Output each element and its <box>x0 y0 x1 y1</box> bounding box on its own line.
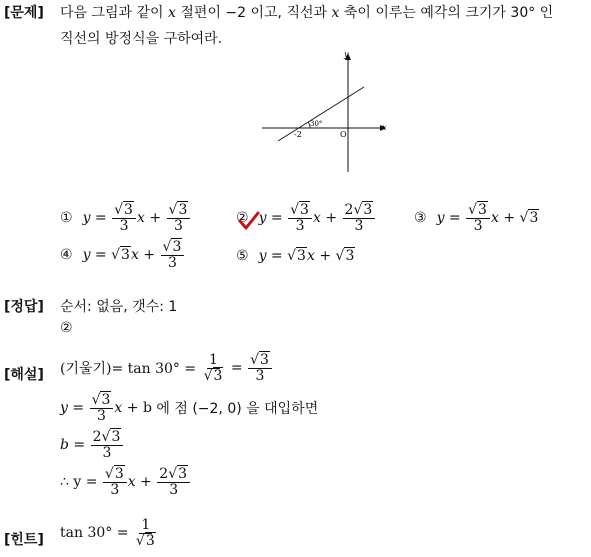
solution-line-3-prefix: b = <box>60 437 86 454</box>
problem-label: [문제] <box>4 5 44 21</box>
solution-line-4-prefix: ∴ y = <box>60 474 98 491</box>
option-4[interactable]: ④ y = √3 x + $\frac{√3}{3}$ <box>60 240 185 270</box>
problem-line-1-b: 절편이 −2 이고, 직선과 <box>180 5 328 21</box>
problem-var-x-2: x <box>331 5 340 21</box>
hint-line: tan 30° = $\frac{1}{√3}$ <box>60 517 155 549</box>
hint-prefix: tan 30° = <box>60 525 129 542</box>
solution-line-1: (기울기)= tan 30° = $\frac{1}{√3}$ = $\frac{√3}{3}$ <box>60 353 273 383</box>
intercept-label: -2 <box>294 130 302 139</box>
graph-line <box>278 87 364 141</box>
solution-line-3: b = $\frac{2√3}{3}$ <box>60 430 124 460</box>
option-3-number: ③ <box>414 210 427 227</box>
option-1-number: ① <box>60 210 73 227</box>
solution-line-2: y = $\frac{√3}{3}$ x + b 에 점 (−2, 0) 을 대입하면 <box>60 392 319 424</box>
option-2[interactable]: ② y = $\frac{√3}{3}$ x + $\frac{2√3}{3}$ <box>236 203 376 233</box>
check-mark-icon <box>238 211 260 231</box>
solution-line-2-suffix: 에 점 (−2, 0) 을 대입하면 <box>156 401 319 418</box>
option-4-number: ④ <box>60 247 73 264</box>
option-3[interactable]: ③ y = $\frac{√3}{3}$ x + √3 <box>414 202 539 234</box>
hint-label: [힌트] <box>4 532 44 548</box>
answer-label: [정답] <box>4 299 44 315</box>
graph-figure <box>258 48 398 178</box>
problem-line-1-c: 축이 이루는 예각의 크기가 30° 인 <box>343 5 554 21</box>
solution-label: [해설] <box>4 367 44 383</box>
problem-line-1 <box>60 2 553 22</box>
angle-label: 30° <box>310 120 323 128</box>
answer-line-1: 순서: 없음, 갯수: 1 <box>60 299 178 315</box>
problem-line-2: 직선의 방정식을 구하여라. <box>60 31 223 47</box>
problem-var-x: x <box>168 5 176 21</box>
option-1[interactable]: ① y = $\frac{√3}{3}$ x + $\frac{√3}{3}$ <box>60 203 191 233</box>
option-5-number: ⑤ <box>236 248 249 264</box>
solution-line-2-b: + b <box>126 400 152 417</box>
problem-line-1-a: 다음 그림과 같이 <box>60 5 164 21</box>
x-axis-label: x <box>382 123 387 132</box>
option-5[interactable]: ⑤ y = √3 x + √3 <box>236 248 355 264</box>
option-2-number: ② <box>236 210 249 227</box>
solution-line-1-prefix: (기울기)= tan 30° = <box>60 361 197 378</box>
solution-line-4: ∴ y = $\frac{√3}{3}$ x + $\frac{2√3}{3}$ <box>60 467 191 497</box>
origin-label: O <box>340 130 347 139</box>
answer-line-2: ② <box>60 320 73 336</box>
y-axis-label: y <box>344 50 349 59</box>
